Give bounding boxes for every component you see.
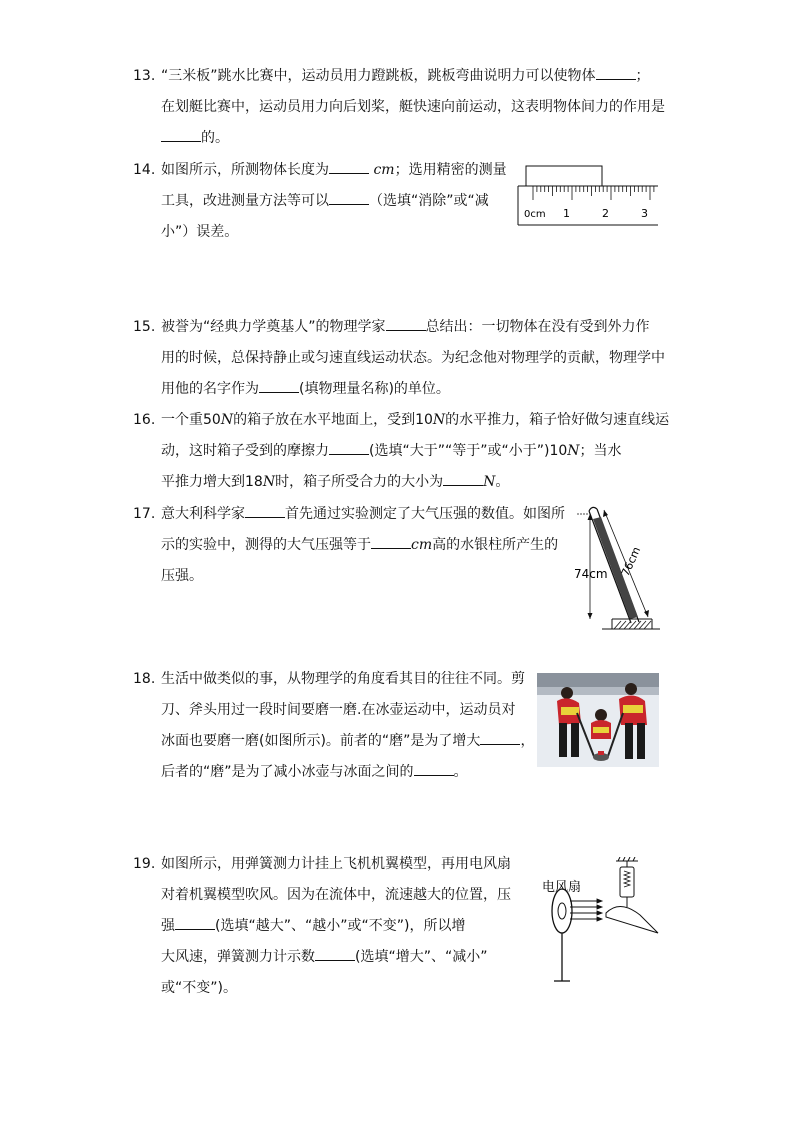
ceiling-support xyxy=(616,857,638,867)
question-text: (填物理量名称)的单位。 xyxy=(299,381,450,397)
question-line xyxy=(161,880,511,911)
torricelli-figure xyxy=(566,505,666,633)
question-line xyxy=(161,973,237,1004)
question-text: 示的实验中，测得的大气压强等于 xyxy=(161,537,371,553)
question-text: 的水平推力，箱子恰好做匀速直线运 xyxy=(445,412,670,428)
question-text: 用的时候，总保持静止或匀速直线运动状态。为纪念他对物理学的贡献，物理学中 xyxy=(161,350,665,366)
question-text: （选填“消除”或“减 xyxy=(369,193,489,209)
question-text: 或“不变”)。 xyxy=(161,980,237,996)
question-line xyxy=(161,155,507,186)
answer-blank[interactable] xyxy=(245,504,285,518)
question-line xyxy=(161,312,650,343)
curling-photo xyxy=(537,673,659,767)
question-text: 时，箱子所受合力的大小为 xyxy=(275,474,444,490)
height-label: 74cm xyxy=(574,567,608,581)
question-line xyxy=(161,436,622,467)
question-line xyxy=(161,664,525,695)
spring-scale xyxy=(620,867,634,907)
unit-text: N xyxy=(483,474,496,490)
length-label: 76cm xyxy=(618,544,644,579)
question-line xyxy=(161,343,665,374)
question-line xyxy=(161,849,511,880)
question-line xyxy=(161,217,238,248)
question-text: 后者的“磨”是为了减小冰壶与冰面之间的 xyxy=(161,764,414,780)
question-line xyxy=(161,530,558,561)
question-text: 首先通过实验测定了大气压强的数值。如图所 xyxy=(285,506,565,522)
answer-blank[interactable] xyxy=(596,66,636,80)
question-text: 一个重50 xyxy=(161,412,221,428)
question-text: 对着机翼模型吹风。因为在流体中，流速越大的位置，压 xyxy=(161,887,511,903)
answer-blank[interactable] xyxy=(371,535,411,549)
question-number: 15. xyxy=(133,319,156,335)
unit-text: cm xyxy=(411,537,433,553)
answer-blank[interactable] xyxy=(443,472,483,486)
question-line xyxy=(161,92,665,123)
unit-text: N xyxy=(567,443,580,459)
wing-model xyxy=(606,906,658,933)
question-text: 。 xyxy=(453,764,468,780)
electric-fan xyxy=(552,889,572,981)
mercury-trough xyxy=(602,619,660,629)
measured-block xyxy=(526,166,602,186)
unit-text: N xyxy=(220,412,234,428)
question-line xyxy=(161,123,229,154)
ruler-label-2: 2 xyxy=(602,207,609,220)
ruler-label-1: 1 xyxy=(563,207,570,220)
answer-blank[interactable] xyxy=(315,947,355,961)
question-line xyxy=(161,757,468,788)
question-text: (选填“越大”、“越小”或“不变”)，所以增 xyxy=(215,918,466,934)
answer-blank[interactable] xyxy=(329,441,369,455)
question-text: 冰面也要磨一磨(如图所示)。前者的“磨”是为了增大 xyxy=(161,733,481,749)
question-text: 动，这时箱子受到的摩擦力 xyxy=(161,443,329,459)
question-text: 高的水银柱所产生的 xyxy=(432,537,559,553)
question-text: 生活中做类似的事，从物理学的角度看其目的往往不同。剪 xyxy=(161,671,525,687)
question-number: 16. xyxy=(133,412,156,428)
question-line xyxy=(161,467,509,498)
question-text: ， xyxy=(520,733,535,749)
question-text: 刀、斧头用过一段时间要磨一磨.在冰壶运动中，运动员对 xyxy=(161,702,516,718)
ruler-figure xyxy=(516,164,661,226)
question-text: ；当水 xyxy=(579,443,622,459)
question-text: 平推力增大到18 xyxy=(161,474,263,490)
unit-text: N xyxy=(262,474,276,490)
question-text: 意大利科学家 xyxy=(161,506,245,522)
question-text: ；选用精密的测量 xyxy=(394,162,507,178)
question-line xyxy=(161,405,669,436)
answer-blank[interactable] xyxy=(161,128,201,142)
question-line xyxy=(161,911,465,942)
question-line xyxy=(161,186,489,217)
ruler-ticks xyxy=(533,186,654,200)
question-text: 被誉为“经典力学奠基人”的物理学家 xyxy=(161,319,386,335)
question-number: 13. xyxy=(133,68,156,84)
ruler-label-0: 0cm xyxy=(524,209,546,220)
trough-hatch xyxy=(614,621,651,629)
unit-text: N xyxy=(432,412,446,428)
question-text: 如图所示，用弹簧测力计挂上飞机机翼模型，再用电风扇 xyxy=(161,856,511,872)
question-number: 18. xyxy=(133,671,156,687)
question-text: “三米板”跳水比赛中，运动员用力蹬跳板，跳板弯曲说明力可以使物体 xyxy=(161,68,596,84)
question-line xyxy=(161,695,515,726)
unit-text: cm xyxy=(373,162,395,178)
question-text: 小”）误差。 xyxy=(161,224,239,240)
question-text: 。 xyxy=(495,474,510,490)
question-line xyxy=(161,61,650,92)
answer-blank[interactable] xyxy=(329,191,369,205)
question-text: 的。 xyxy=(201,130,229,146)
question-line xyxy=(161,374,450,405)
question-line xyxy=(161,561,203,592)
answer-blank[interactable] xyxy=(329,160,369,174)
answer-blank[interactable] xyxy=(414,762,454,776)
airflow-arrows xyxy=(570,899,602,921)
fan-label: 电风扇 xyxy=(542,880,582,895)
fan-wing-figure xyxy=(540,857,662,989)
ruler-label-3: 3 xyxy=(641,207,648,220)
question-text: 如图所示，所测物体长度为 xyxy=(161,162,329,178)
question-text: ； xyxy=(635,68,650,84)
question-line xyxy=(161,942,487,973)
question-text: 用他的名字作为 xyxy=(161,381,259,397)
question-text: (选填“增大”、“减小” xyxy=(355,949,488,965)
answer-blank[interactable] xyxy=(386,317,426,331)
question-number: 14. xyxy=(133,162,156,178)
question-line xyxy=(161,499,565,530)
question-text: 总结出：一切物体在没有受到外力作 xyxy=(425,319,650,335)
answer-blank[interactable] xyxy=(480,731,520,745)
question-text: 强 xyxy=(161,918,175,934)
question-text: (选填“大于”“等于”或“小于”)10 xyxy=(369,443,568,459)
question-text: 大风速，弹簧测力计示数 xyxy=(161,949,315,965)
answer-blank[interactable] xyxy=(259,379,299,393)
question-text: 工具，改进测量方法等可以 xyxy=(161,193,329,209)
answer-blank[interactable] xyxy=(175,916,215,930)
question-text: 压强。 xyxy=(161,568,203,584)
question-number: 17. xyxy=(133,506,156,522)
question-text: 的箱子放在水平地面上，受到10 xyxy=(233,412,433,428)
question-number: 19. xyxy=(133,856,156,872)
question-text: 在划艇比赛中，运动员用力向后划桨，艇快速向前运动，这表明物体间力的作用是 xyxy=(161,99,665,115)
question-line xyxy=(161,726,534,757)
